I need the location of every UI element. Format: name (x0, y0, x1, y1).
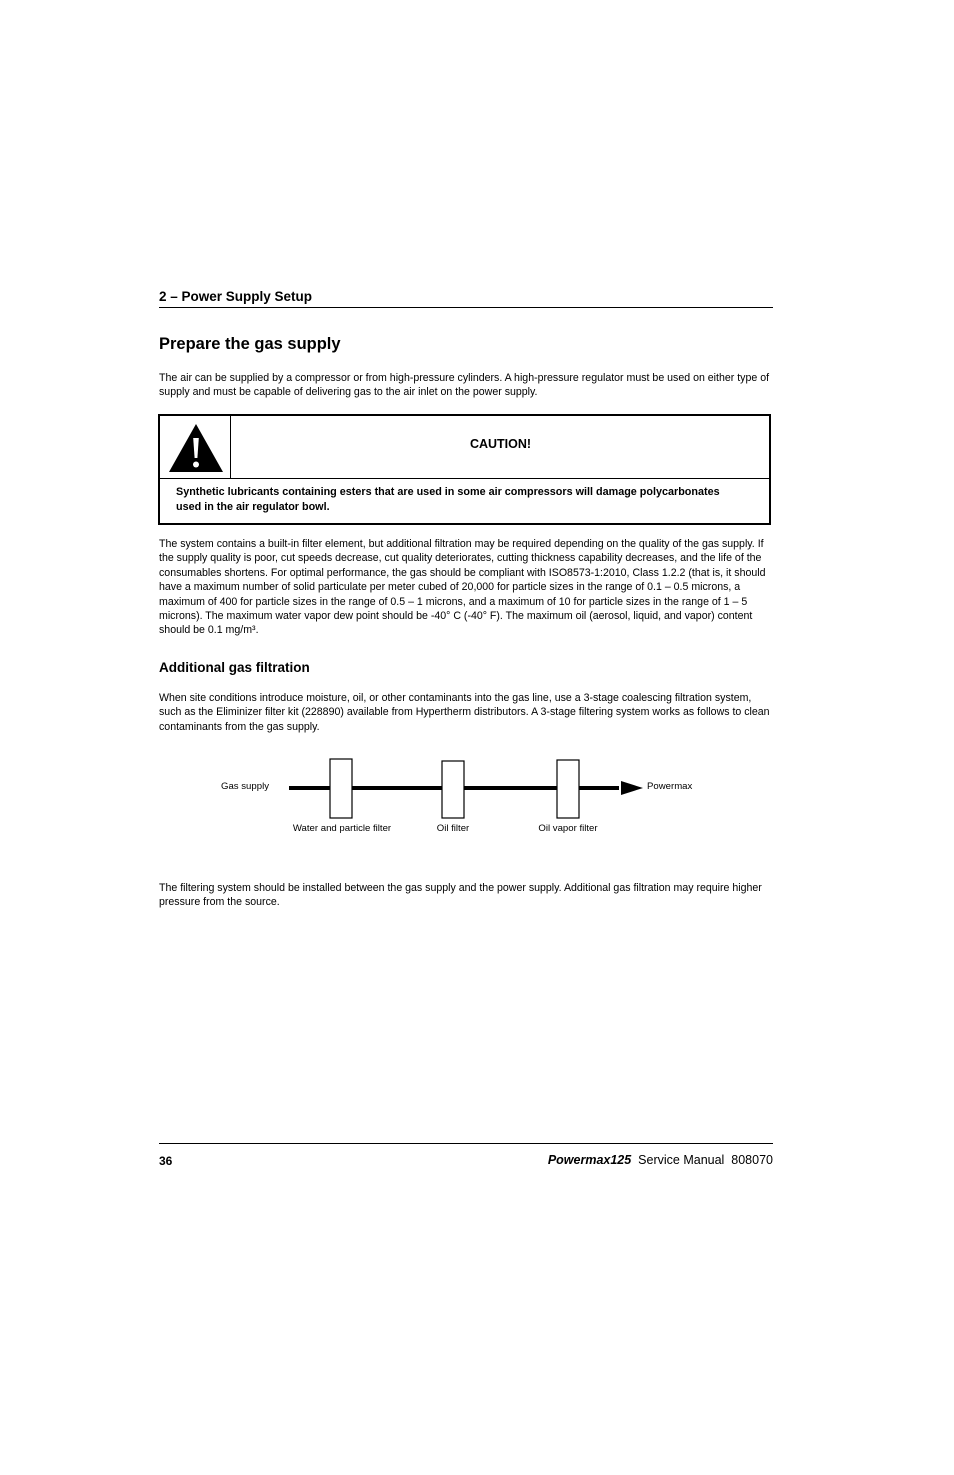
header-rule (159, 307, 773, 308)
section-title: Prepare the gas supply (159, 335, 341, 353)
chapter-heading: 2 – Power Supply Setup (159, 289, 313, 304)
filtration-paragraph: When site conditions introduce moisture, oil, or other contaminants into the gas line, use a 3-stage coalescing filtration system, such as the Eliminizer filter kit (228890) available from Hypertherm distributors. A 3-stage filtering system works as follows to clean contaminants from the gas supply. (159, 692, 770, 733)
gas-supply-label: Gas supply (221, 781, 269, 792)
filtration-diagram (159, 750, 773, 860)
page-number: 36 (159, 1154, 173, 1168)
oil-filter (442, 761, 464, 818)
caution-box (158, 414, 771, 525)
water-particle-filter-label: Water and particle filter (292, 823, 392, 834)
oil-vapor-filter-label: Oil vapor filter (538, 823, 598, 834)
oil-filter-label: Oil filter (436, 823, 470, 834)
warning-triangle-icon (160, 416, 231, 478)
subsection-title: Additional gas filtration (159, 660, 310, 675)
product-name: Powermax125 (547, 1153, 632, 1167)
intro-paragraph: The air can be supplied by a compressor or from high-pressure cylinders. A high-pressure regulator must be used on either type of supply and must be capable of delivering gas to the air inlet on the power supply. (159, 372, 770, 399)
closing-paragraph: The filtering system should be installed between the gas supply and the power supply. Additional gas filtration may require higher pressure from the source. (159, 882, 762, 909)
caution-text: Synthetic lubricants containing esters that are used in some air compressors will damage polycarbonates used in the air regulator bowl. (176, 486, 720, 513)
caution-divider (160, 478, 769, 479)
part-number: 808070 (731, 1153, 773, 1167)
manual-name: Service Manual (638, 1153, 725, 1167)
water-particle-filter (330, 759, 352, 818)
powermax-label: Powermax (647, 781, 693, 792)
caution-title: CAUTION! (469, 437, 532, 451)
footer-rule (159, 1143, 773, 1144)
oil-vapor-filter (557, 760, 579, 818)
filter-paragraph: The system contains a built-in filter element, but additional filtration may be required depending on the quality of the gas supply. If the supply quality is poor, cut speeds decrease, cut quality deteriorates, cutting thickness capability decreases, and the life of the consumables shortens. For optimal performance, the gas should be compliant with ISO8573-1:2010, Class 1.2.2 (that is, it should have a maximum number of solid particulate per meter cubed of 20,000 for particle sizes in the range of 0.1 – 0.5 microns, a maximum of 400 for particle sizes in the range of 0.5 – 1 microns, and a maximum of 10 for particle sizes in the range of 1 – 5 microns). The maximum water vapor dew point should be -40° C (-40° F). The maximum oil (aerosol, liquid, and vapor) content should be 0.1 mg/m³. (159, 538, 766, 637)
footer-title (548, 1153, 773, 1167)
